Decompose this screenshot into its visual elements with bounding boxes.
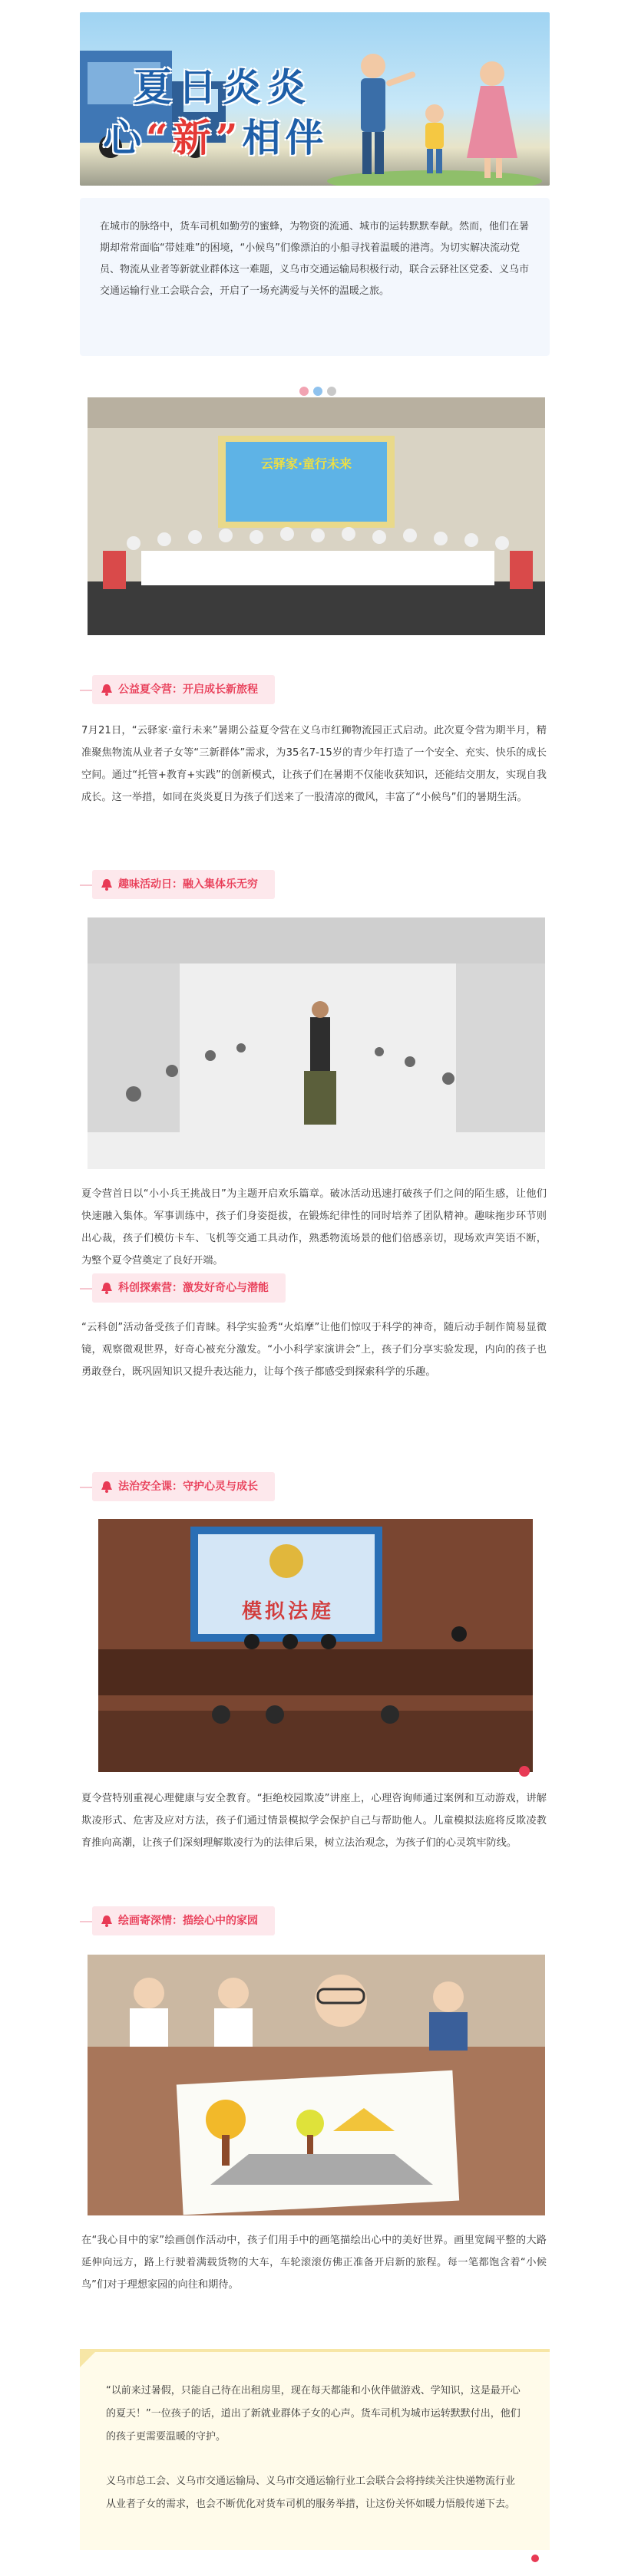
- section-tag-4: [92, 1472, 275, 1501]
- intro-card: [80, 198, 550, 356]
- tag-decor-line: [80, 884, 92, 886]
- group-photo-scene: [88, 397, 545, 635]
- activity-photo: [88, 917, 545, 1169]
- court-photo: [98, 1519, 533, 1772]
- hero-title-heart: 心: [103, 115, 146, 160]
- bell-icon: [100, 1281, 114, 1295]
- section-2-text: 夏令营首日以“小小兵王挑战日”为主题开启欢乐篇章。破冰活动迅速打破孩子们之间的陌生感，让他们快速融入集体。军事训练中，孩子们身姿挺拔，在锻炼纪律性的同时培养了团队精神。趣味拖步环节则出心裁，孩子们模仿卡车、飞机等交通工具动作，熟悉物流场景的他们倍感亲切，现场欢声笑语不断，为整个夏令营奠定了良好开端。: [81, 1188, 547, 1267]
- decor-dots: [299, 387, 336, 396]
- corner-fold-icon: [80, 2349, 98, 2367]
- tag-decor-line: [80, 690, 92, 691]
- bell-icon: [100, 683, 114, 697]
- painting-photo-scene: [88, 1955, 545, 2215]
- closing-quote-card: [80, 2349, 550, 2550]
- section-tag-1-label: 公益夏令营：开启成长新旅程: [118, 684, 258, 696]
- hero-title-line2: [103, 107, 329, 163]
- hero-title-companion: 相伴: [242, 115, 329, 160]
- bell-icon: [100, 1480, 114, 1494]
- closing-quote: “以前来过暑假，只能自己待在出租房里，现在每天都能和小伙伴做游戏、学知识，这是最开心的夏天！”一位孩子的话，道出了新就业群体子女的心声。货车司机为城市运转默默付出，他们的孩子更需要温暖的守护。: [106, 2385, 521, 2443]
- section-1-text: 7月21日，“云驿家·童行未来”暑期公益夏令营在义乌市红狮物流园正式启动。此次夏令营为期半月，精准聚焦物流从业者子女等“三新群体”需求，为35名7-15岁的青少年打造了一个安全、充实、快乐的成长空间。通过“托管+教育+实践”的创新模式，让孩子们在暑期不仅能收获知识，还能结交朋友，实现自我成长。这一举措，如同在炎炎夏日为孩子们送来了一股清凉的微风，丰富了“小候鸟”们的暑期生活。: [81, 725, 547, 803]
- decor-dots: [531, 2555, 539, 2562]
- tag-decor-line: [80, 1288, 92, 1290]
- section-tag-3-label: 科创探索营：激发好奇心与潜能: [118, 1282, 269, 1294]
- hero-title-line1: 夏日炎炎: [134, 64, 312, 110]
- tag-decor-line: [80, 1921, 92, 1922]
- family-illustration: [327, 43, 542, 186]
- activity-photo-scene: [88, 917, 545, 1169]
- intro-text: 在城市的脉络中，货车司机如勤劳的蜜蜂，为物资的流通、城市的运转默默奉献。然而，他们在暑期却常常面临“带娃难”的困境，“小候鸟”们像漂泊的小船寻找着温暖的港湾。为切实解决流动党员、物流从业者等新就业群体这一难题，义乌市交通运输局积极行动，联合云驿社区党委、义乌市交通运输行业工会联合会，开启了一场充满爱与关怀的温暖之旅。: [100, 221, 530, 297]
- hero-banner: [80, 12, 550, 186]
- painting-photo: [88, 1955, 545, 2215]
- section-tag-2-label: 趣味活动日：融入集体乐无穷: [118, 878, 258, 891]
- section-tag-4-label: 法治安全课：守护心灵与成长: [118, 1481, 258, 1493]
- court-photo-scene: [98, 1519, 533, 1772]
- section-tag-1: [92, 675, 275, 704]
- section-tag-3: [92, 1273, 286, 1303]
- section-tag-5: [92, 1906, 275, 1935]
- bell-icon: [100, 1914, 114, 1928]
- decor-dots: [519, 1766, 530, 1777]
- closing-text: 义乌市总工会、义乌市交通运输局、义乌市交通运输行业工会联合会将持续关注快递物流行业从业者子女的需求，也会不断优化对货车司机的服务举措，让这份关怀如暖力悟般传递下去。: [106, 2476, 516, 2510]
- section-3-text: “云科创”活动备受孩子们青睐。科学实验秀“火焰摩”让他们惊叹于科学的神奇，随后动手制作简易显微镜，观察微观世界，好奇心被充分激发。“小小科学家演讲会”上，孩子们分享实验发现，内向的孩子也勇敢登台，既巩固知识又提升表达能力，让每个孩子都感受到探索科学的乐趣。: [81, 1322, 547, 1378]
- hero-title-new: “新”: [146, 115, 243, 160]
- court-sign: 模拟法庭: [241, 1600, 334, 1623]
- group-photo: [88, 397, 545, 635]
- section-4-text: 夏令营特别重视心理健康与安全教育。“拒绝校园欺凌”讲座上，心理咨询师通过案例和互动游戏，讲解欺凌形式、危害及应对方法，孩子们通过情景模拟学会保护自己与帮助他人。儿童模拟法庭将反欺凌教育推向高潮，让孩子们深刻理解欺凌行为的法律后果，树立法治观念，为孩子们的心灵筑牢防线。: [81, 1793, 547, 1849]
- section-tag-2: [92, 870, 275, 899]
- section-5-text: 在“我心目中的家”绘画创作活动中，孩子们用手中的画笔描绘出心中的美好世界。画里宽阔平整的大路延伸向远方，路上行驶着满载货物的大车，车轮滚滚仿佛正准备开启新的旅程。每一笔都饱含着“小候鸟”们对于理想家园的向往和期待。: [81, 2235, 547, 2291]
- tag-decor-line: [80, 1487, 92, 1488]
- group-photo-banner: 云驿家·童行未来: [260, 456, 352, 471]
- section-tag-5-label: 绘画寄深情：描绘心中的家园: [118, 1915, 258, 1927]
- bell-icon: [100, 878, 114, 891]
